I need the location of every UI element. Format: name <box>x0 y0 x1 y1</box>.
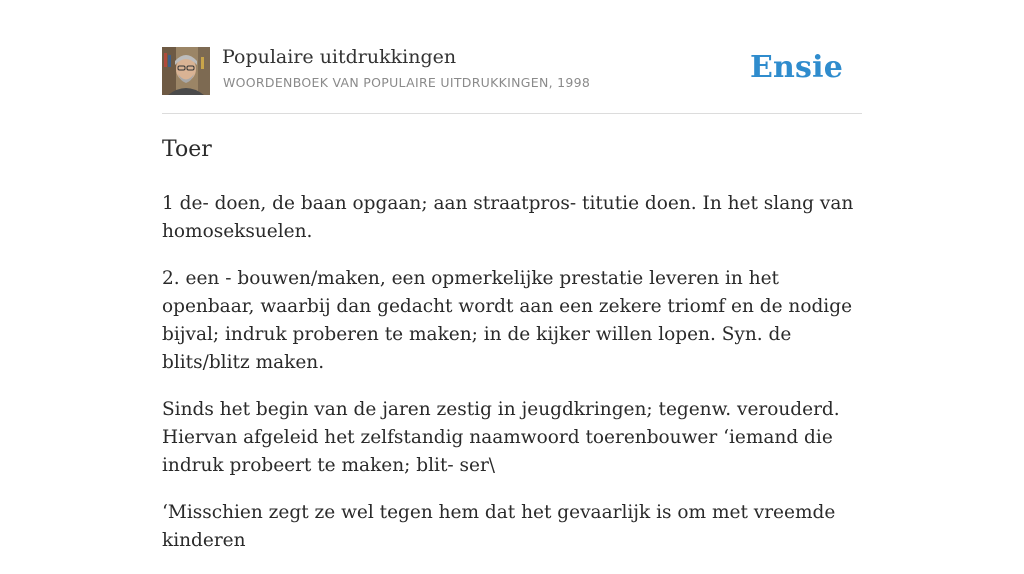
entry-body <box>162 190 862 574</box>
author-avatar[interactable] <box>162 47 210 95</box>
entry-paragraph: Sinds het begin van de jaren zestig in jeugdkringen; tegenw. verouderd. Hiervan afgeleid het zelfstandig naamwoord toerenbouwer ‘iemand die indruk probeert te maken; blit- ser\ <box>162 399 840 476</box>
source-header <box>162 0 862 114</box>
entry-paragraph: 2. een - bouwen/maken, een opmerkelijke prestatie leveren in het openbaar, waarbij dan gedacht wordt aan een zekere triomf en de nodige bijval; indruk proberen te maken; in de kijker willen lopen. Syn. de blits/blitz maken. <box>162 268 853 373</box>
author-portrait-icon <box>162 47 210 95</box>
entry-paragraph: ‘Misschien zegt ze wel tegen hem dat het gevaarlijk is om met vreemde kinderen <box>162 502 836 551</box>
entry-page <box>162 0 862 551</box>
source-title[interactable]: Populaire uitdrukkingen <box>222 46 457 68</box>
entry-paragraph: 1 de- doen, de baan opgaan; aan straatpros- titutie doen. In het slang van homoseksuelen. <box>162 193 854 242</box>
entry-title: Toer <box>162 137 212 162</box>
ensie-logo[interactable]: Ensie <box>749 50 843 85</box>
source-subtitle[interactable]: WOORDENBOEK VAN POPULAIRE UITDRUKKINGEN, 1998 <box>223 75 591 90</box>
